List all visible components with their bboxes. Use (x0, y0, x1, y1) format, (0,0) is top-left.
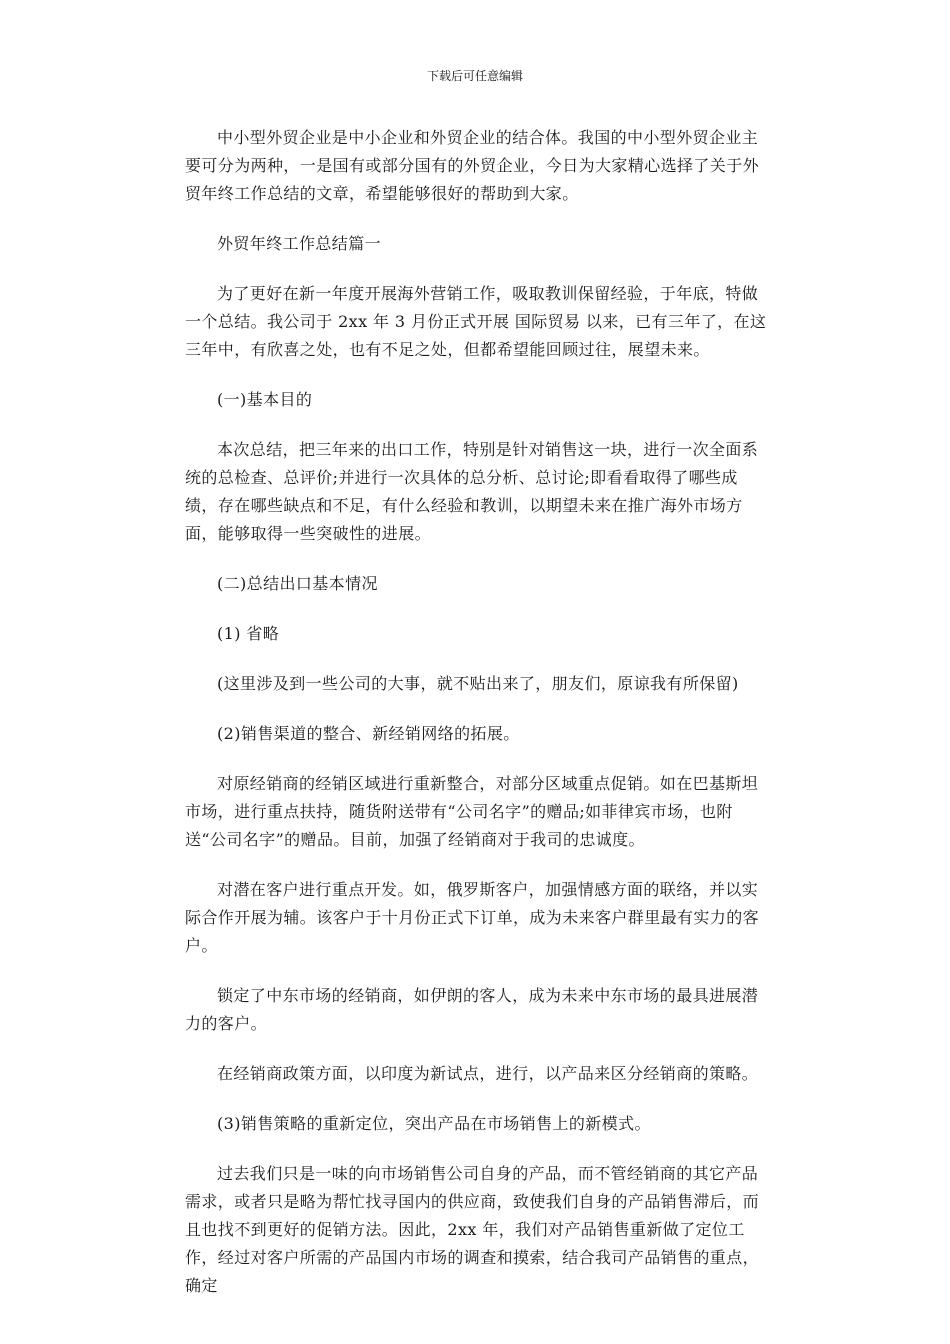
body-paragraph: 过去我们只是一味的向市场销售公司自身的产品，而不管经销商的其它产品需求，或者只是略为帮忙找寻国内的供应商，致使我们自身的产品销售滞后，而且也找不到更好的促销方法。因此，2xx 年，我们对产品销售重新做了定位工作，经过对客户所需的产品国内市场的调查和摸索，结合我司产品销售的重点，确定 (185, 1164, 760, 1295)
body-paragraph: 在经销商政策方面，以印度为新试点，进行，以产品来区分经销商的策略。 (217, 1064, 759, 1083)
body-paragraph: (这里涉及到一些公司的大事，就不贴出来了，朋友们，原谅我有所保留) (217, 674, 739, 693)
body-paragraph: 锁定了中东市场的经销商，如伊朗的客人，成为未来中东市场的最具进展潜力的客户。 (185, 986, 759, 1033)
subheading-export-summary: (二)总结出口基本情况 (217, 574, 378, 593)
body-paragraph: 对潜在客户进行重点开发。如，俄罗斯客户，加强情感方面的联络，并以实际合作开展为辅。该客户于十月份正式下订单，成为未来客户群里最有实力的客户。 (185, 880, 760, 955)
page-header-note: 下载后可任意编辑 (426, 69, 523, 83)
section-title: 外贸年终工作总结篇一 (217, 234, 382, 253)
item-heading-1: (1) 省略 (217, 624, 280, 643)
item-heading-2: (2)销售渠道的整合、新经销网络的拓展。 (217, 724, 520, 743)
subheading-basic-purpose: (一)基本目的 (217, 390, 313, 409)
intro-paragraph: 中小型外贸企业是中小企业和外贸企业的结合体。我国的中小型外贸企业主要可分为两种，一是国有或部分国有的外贸企业，今日为大家精心选择了关于外贸年终工作总结的文章，希望能够很好的帮助到大家。 (185, 128, 760, 203)
item-heading-3: (3)销售策略的重新定位，突出产品在市场销售上的新模式。 (217, 1114, 651, 1133)
body-paragraph: 对原经销商的经销区域进行重新整合，对部分区域重点促销。如在巴基斯坦市场，进行重点扶持，随货附送带有“公司名字”的赠品;如菲律宾市场，也附送“公司名字”的赠品。目前，加强了经销商对于我司的忠诚度。 (185, 774, 759, 849)
body-paragraph: 为了更好在新一年度开展海外营销工作，吸取教训保留经验，于年底，特做一个总结。我公司于 2xx 年 3 月份正式开展 国际贸易 以来，已有三年了，在这三年中，有欣喜之处，也有不足之处，但都希望能回顾过往，展望未来。 (185, 284, 767, 359)
document-body (185, 124, 770, 1322)
body-paragraph: 本次总结，把三年来的出口工作，特别是针对销售这一块，进行一次全面系统的总检查、总评价;并进行一次具体的总分析、总讨论;即看看取得了哪些成绩，存在哪些缺点和不足，有什么经验和教训，以期望未来在推广海外市场方面，能够取得一些突破性的进展。 (185, 440, 759, 543)
